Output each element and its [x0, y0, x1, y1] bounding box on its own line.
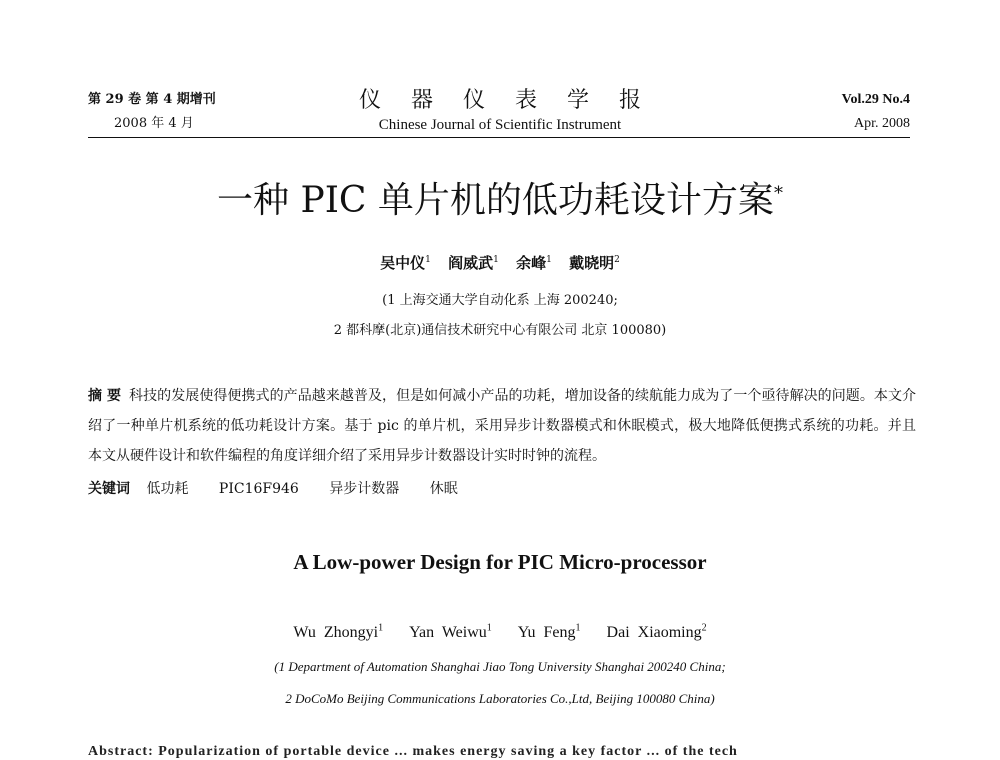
affiliation-en-1: (1 Department of Automation Shanghai Jiao Tong University Shanghai 200240 China;	[274, 659, 726, 674]
keywords-label: 关键词	[88, 481, 130, 497]
journal-name-en: Chinese Journal of Scientific Instrument	[378, 117, 622, 133]
affiliation-mark: 1	[486, 623, 492, 634]
affiliation-mark: 1	[493, 255, 499, 265]
affiliation-mark: 1	[546, 255, 552, 265]
author-name: 吴中仪	[380, 254, 426, 272]
author-name: 戴晓明	[569, 254, 615, 272]
author-en	[409, 624, 492, 641]
author-name: Dai Xiaoming	[606, 624, 702, 642]
keyword: 异步计数器	[329, 481, 400, 497]
publication-date-cn: 2008 年 4 月	[114, 116, 194, 131]
affiliation-en-2: 2 DoCoMo Beijing Communications Laboratories Co.,Ltd, Beijing 100080 China)	[285, 691, 715, 706]
author-cn	[380, 254, 431, 272]
affiliation-mark: 1	[425, 255, 431, 265]
abstract-text: 科技的发展使得便携式的产品越来越普及，但是如何减小产品的功耗，增加设备的续航能力成为了一个亟待解决的问题。本文介绍了一种单片机系统的低功耗设计方案。基于 pic 的单片机，采用异步计数器模式和休眠模式，极大地降低便携式系统的功耗。并且本文从硬件设计和软件编程的角度详细介绍了采用异步计数器设计实时时钟的流程。	[88, 388, 917, 464]
author-cn	[448, 254, 499, 272]
author-name: Wu Zhongyi	[293, 624, 379, 642]
affiliation-mark: 2	[614, 255, 620, 265]
author-en	[518, 624, 581, 641]
keyword: 低功耗	[146, 481, 189, 497]
author-list-cn	[0, 252, 1000, 273]
author-name: Yan Weiwu	[409, 624, 487, 642]
affiliation-mark: 2	[701, 623, 707, 634]
author-cn	[569, 254, 620, 272]
publication-date-en: Apr. 2008	[854, 116, 910, 131]
author-en	[607, 624, 707, 641]
author-name: 阎威武	[448, 254, 494, 272]
author-list-en	[0, 623, 1000, 642]
author-name: Yu Feng	[517, 624, 576, 642]
paper-title-text: 一种 PIC 单片机的低功耗设计方案	[217, 180, 774, 221]
affiliation-cn-2: 2 都科摩(北京)通信技术研究中心有限公司 北京 100080)	[333, 323, 667, 338]
author-cn	[516, 254, 552, 272]
journal-issue-info	[88, 88, 216, 136]
abstract-cn	[88, 381, 916, 471]
affiliation-cn-1: (1 上海交通大学自动化系 上海 200240;	[382, 293, 618, 308]
footnote-mark: *	[773, 183, 783, 204]
affiliation-mark: 1	[575, 623, 581, 634]
journal-volume-en	[842, 88, 910, 136]
keywords-cn	[88, 478, 484, 498]
volume-issue: 第 29 卷 第 4 期增刊	[88, 92, 216, 107]
abstract-en-partial: Abstract: Popularization of portable device ... makes energy saving a key factor ... of the tech	[88, 744, 738, 759]
volume-number-en: Vol.29 No.4	[841, 92, 910, 107]
paper-title-cn	[0, 172, 1000, 223]
author-en	[293, 624, 383, 641]
header-rule	[88, 137, 910, 138]
keyword: 休眠	[429, 481, 458, 497]
author-name: 余峰	[516, 254, 547, 272]
abstract-label: 摘 要	[88, 388, 122, 404]
affiliation-mark: 1	[378, 623, 384, 634]
paper-title-en: A Low-power Design for PIC Micro-processor	[293, 550, 707, 574]
keyword: PIC16F946	[218, 481, 299, 497]
journal-name-cn: 仪器仪表学报	[358, 88, 671, 113]
